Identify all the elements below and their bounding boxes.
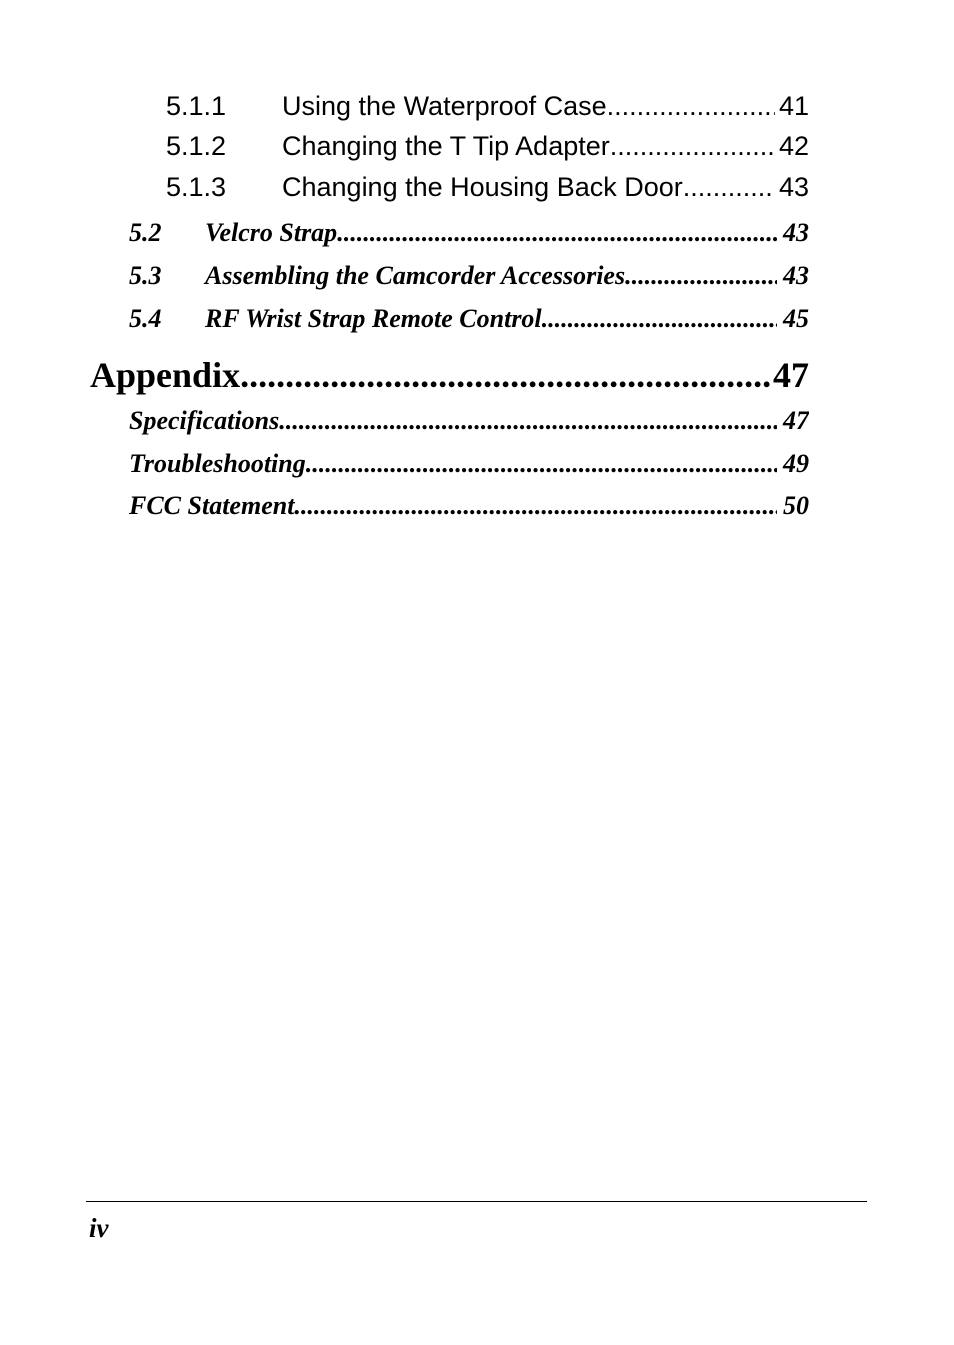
toc-leader-dots xyxy=(683,172,775,203)
toc-entry-number: 5.1.3 xyxy=(166,172,227,202)
footer-divider xyxy=(86,1201,867,1202)
toc-entry-page: 50 xyxy=(783,491,809,520)
toc-entry-page: 43 xyxy=(783,218,809,247)
toc-entry-title: Assembling the Camcorder Accessories xyxy=(205,261,626,290)
toc-entry-title: Velcro Strap xyxy=(205,218,338,247)
toc-entry-number: 5.4 xyxy=(129,304,162,333)
toc-entry-page: 41 xyxy=(778,91,809,121)
footer-page-number: iv xyxy=(89,1213,109,1243)
toc-leader-dots xyxy=(279,406,777,436)
toc-entry-page: 49 xyxy=(783,449,809,478)
toc-entry-title: FCC Statement xyxy=(129,491,295,520)
toc-entry-troubleshooting[interactable] xyxy=(129,449,809,483)
toc-leader-dots xyxy=(294,491,777,521)
toc-entry-5-2[interactable] xyxy=(129,218,809,252)
toc-entry-title: Specifications xyxy=(129,406,280,435)
toc-entry-title: Troubleshooting xyxy=(129,449,306,478)
toc-leader-dots xyxy=(337,218,777,248)
toc-entry-page: 47 xyxy=(783,406,809,435)
toc-entry-5-4[interactable] xyxy=(129,304,809,338)
toc-entry-fcc-statement[interactable] xyxy=(129,491,809,525)
toc-entry-page: 43 xyxy=(778,172,809,202)
toc-entry-title: Changing the Housing Back Door xyxy=(282,172,683,202)
toc-entry-number: 5.3 xyxy=(129,261,162,290)
toc-entry-specifications[interactable] xyxy=(129,406,809,440)
toc-leader-dots xyxy=(542,304,777,334)
toc-entry-page: 42 xyxy=(778,131,809,161)
toc-leader-dots xyxy=(610,131,775,162)
toc-entry-number: 5.1.1 xyxy=(166,91,227,121)
toc-entry-5-3[interactable] xyxy=(129,261,809,295)
toc-entry-page: 45 xyxy=(783,304,809,333)
toc-entry-title: Using the Waterproof Case xyxy=(282,91,607,121)
toc-leader-dots xyxy=(625,261,777,291)
toc-entry-number: 5.2 xyxy=(129,218,162,247)
toc-chapter-title: Appendix xyxy=(90,355,241,395)
toc-entry-5-1-1[interactable] xyxy=(166,91,809,127)
toc-entry-number: 5.1.2 xyxy=(166,131,227,161)
toc-entry-5-1-3[interactable] xyxy=(166,172,809,208)
toc-entry-5-1-2[interactable] xyxy=(166,131,809,167)
toc-entry-title: Changing the T Tip Adapter xyxy=(282,131,610,161)
toc-leader-dots xyxy=(306,449,777,479)
toc-entry-appendix[interactable] xyxy=(90,354,809,400)
toc-leader-dots xyxy=(607,91,775,122)
toc-chapter-page: 47 xyxy=(773,355,809,395)
toc-leader-dots xyxy=(240,354,771,396)
toc-entry-page: 43 xyxy=(783,261,809,290)
toc-entry-title: RF Wrist Strap Remote Control xyxy=(205,304,542,333)
